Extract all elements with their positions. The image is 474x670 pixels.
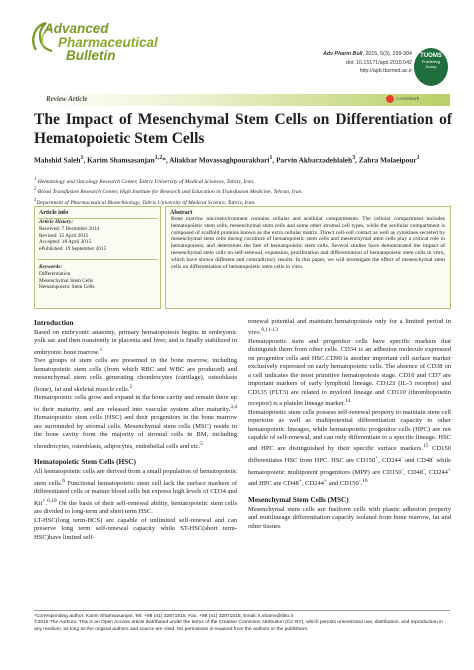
journal-logo — [44, 22, 174, 63]
divider — [38, 259, 157, 260]
citation: , 2015, 5(3), 299-304 — [362, 51, 412, 57]
publisher-badge-line-3: Group — [425, 64, 437, 69]
journal-name: Adv Pharm Bull — [323, 51, 363, 57]
article-type: Review Article — [46, 95, 88, 103]
section-heading: Hematopoietic Stem Cells (HSC) — [34, 457, 136, 467]
body-paragraph: LT-HSC(long term-HCS) are capable of unlimited self-renewal and can preserve long term self-renewal capacity while ST-HSC(short term-HSC)have limited self- — [34, 516, 237, 541]
abstract-box — [165, 206, 451, 309]
article-history — [39, 219, 106, 253]
affiliation-3: $^3$Department of Pharmaceutical Biotechnology, Tabriz University of Medical Science, Tabriz, Iran. — [34, 197, 256, 206]
logo-line-3: Bulletin — [66, 48, 116, 63]
body-paragraph: Hematopoietic stem and progenitor cells have specific markers that distinguish them from other cells. CD34 is an adhesion molecule expressed on progenitor cells and HSC.CD90 is another important cell surface marker exclusively expressed on early hematopoietic cells. The absence of CD38 on a cell indicates the most primitive hematopoiesis stage. CD10 and CD7 are important markers of early lymphoid lineage. CD123 (IL-3 receptor) and CD135 (FLT3) are related to myeloid lineage and CD110 (thrombopoietin receptor) is a platelet lineage marker.$^{14}$ — [248, 338, 451, 408]
crossmark-label: CrossMark — [396, 97, 420, 102]
crossmark-button[interactable] — [386, 94, 430, 106]
keywords-label: Keywords: — [39, 264, 62, 270]
history-label: Article History: — [39, 219, 73, 225]
section-heading: Introduction — [34, 318, 74, 327]
publisher-badge — [414, 48, 448, 86]
logo-line-2: Pharmaceutical — [58, 34, 158, 50]
journal-citation-block — [323, 50, 412, 76]
body-paragraph: Hematopoietic cells grow and expand in the bone cavity and remain there up to their maturity, and are released into vascular system after maturity.$^{3,4}$ Hematopoietic stem cells (HSC) and their progenitors in the bone marrow are surrounded by stromal cells. Mesenchymal stem cells (MSC) reside in the bone cavity form the majority of stromal cells in BM, including chondrocytes, osteoblasts, adipocytes, endothelial cells and etc.$^5$ — [34, 394, 237, 450]
history-epublished: ePublished: 19 September 2015 — [39, 246, 107, 253]
publisher-badge-line-2: Publishing — [421, 59, 441, 64]
history-accepted: Accepted: 18 April 2015 — [39, 239, 92, 246]
abstract-text: Bone marrow microenvironment contains cellular and acellular compartments. The cellular compartment includes hematopoietic stem cells, mesenchymal stem cells and some other stromal cell types, while the acellular compartment is composed of scaffold proteins known as the extra cellular matrix. Direct cell-cell contact as well as cytokines secreted by mesenchymal stem cells during coculture of hematopoietic stem cells and mesenchymal stem cells play a critical role in hematopoiesis, and determines the fate of hematopoietic stem cells. Several studies have demonstrated the impact of mesenchymal stem cells on self-renewal, expansion, proliferation and differentiation of hematopoietic stem cells in vitro, which have shown different and contradictory results. In this paper, we will investigate the effect of mesenchymal stem cells on differentiation of hematopoietic stem cells in vitro. — [171, 216, 445, 270]
body-paragraph: Based on embryonic anatomy, primary hematopoiesis begins in embryonic yolk sac and then transiently in placenta and liver, and is finally stabilized in embryonic bone marrow.$^1$ — [34, 329, 237, 357]
keyword-item: Mesenchymal Stem Cells — [39, 277, 94, 284]
journal-url[interactable]: http://apb.tbzmed.ac.ir — [359, 68, 412, 75]
license-note: ©2015 The Authors. This is an Open Access article distributed under the terms of the Creative Commons Attribution (CC BY), which permits unrestricted use, distribution, and reproduction in any medium, as long as the original authors and source are cited. No permission is required from the authors or the publishers. — [34, 620, 443, 632]
affiliation-1: $^1$ Hematology and Oncology Research Center, Tabriz University of Medical Sciences, Tabriz, Iran. — [34, 177, 255, 185]
body-paragraph: Two groups of stem cells are presented in the bone marrow, including hematopoietic stem cells (from which RBC and WBC are produced) and mesenchymal stem cells generating chondrocytes (cartilage), osteoblasts (bone), fat and skeletal muscle cells.$^2$ — [34, 357, 237, 393]
keywords-block — [39, 264, 95, 291]
publisher-badge-line-1: TUOMS — [420, 53, 442, 59]
crossmark-icon — [386, 95, 394, 103]
section-heading: Mesenchymal Stem Cells (MSC) — [248, 494, 349, 504]
body-left-column — [34, 318, 237, 542]
article-info-heading: Article info — [39, 210, 69, 216]
page-footer — [34, 610, 450, 633]
affiliation-2: $^2$ Blood Transfusion Research Center, High Institute for Research and Education in Transfusion Medicine, Tehran, Iran. — [34, 187, 303, 196]
abstract-heading: Abstract — [170, 210, 193, 216]
keyword-item: Differentiation — [39, 270, 71, 277]
keyword-item: Hematopoietic Stem Cells — [39, 284, 95, 291]
body-paragraph: renewal potential and maintain hematopoiesis only for a limited period in vivo.$^{8,11-13}$ — [248, 318, 451, 337]
logo-line-1: Advanced — [44, 21, 109, 36]
article-title: The Impact of Mesenchymal Stem Cells on Differentiation of Hematopoietic Stem Cells — [34, 111, 452, 147]
author-list: Mahshid Saleh$^1$, Karim Shamsasanjan$^{1,2}$*, Aliakbar Movassaghpourakbari$^1$, Parvin Akbarzadehlaleh$^3$, Zahra Molaeipour$^1$ — [34, 155, 420, 165]
history-revised: Revised: 15 April 2015 — [39, 232, 89, 239]
body-paragraph: Mesenchymal stem cells are fusiform cells with plastic adhesion property and mutilineage differentiation capacity isolated from bone marrow, fat and other tissues — [248, 505, 451, 530]
body-paragraph: All hematopoietic cells are derived from a small population of hematopoietic stem cells.$^6$ Functional hematopoietic stem cell lack the surface markers of differentiated cells or mature blood cells but express high levels of CD34 and Kit+.$^{6,10}$ On the basis of their self-renewal ability, hematopoietic stem cells are divided to long-term and short term HSC. — [34, 468, 237, 516]
doi[interactable]: doi: 10.15171/apb.2015.042 — [346, 59, 412, 66]
affiliations — [34, 176, 452, 207]
history-received: Received: 7 December 2014 — [39, 225, 100, 232]
article-info-box — [34, 206, 161, 309]
corresponding-author: *Corresponding author: Karim Shamsasanjan, Tel: +98 (41) 32871515, Fax: +98 (41) 32871515, Email: k.shams@ibto.ir — [34, 614, 294, 619]
body-right-column — [248, 318, 451, 531]
body-paragraph: Hematopoietic stem cells possess self-renewal property to maintain stem cell repertoire as well as multipotential differentiation capacity to other hematopoietic lineages, while hematopoietic progenitor cells (HPC) are not capable of self-renewal, and can only differentiate to a specific lineage. HSC and HPC are distinguished by their specific surface markers.$^{15}$ CD150 differentiates HSC from HPC. HSC are CD150+, CD244- and CD48- while hematopoietic multipotent progenitors (MPP) are CD150-, CD48-, CD244+ and HPC are CD48+, CD244+ and CD150-.$^{16}$ — [248, 408, 451, 488]
